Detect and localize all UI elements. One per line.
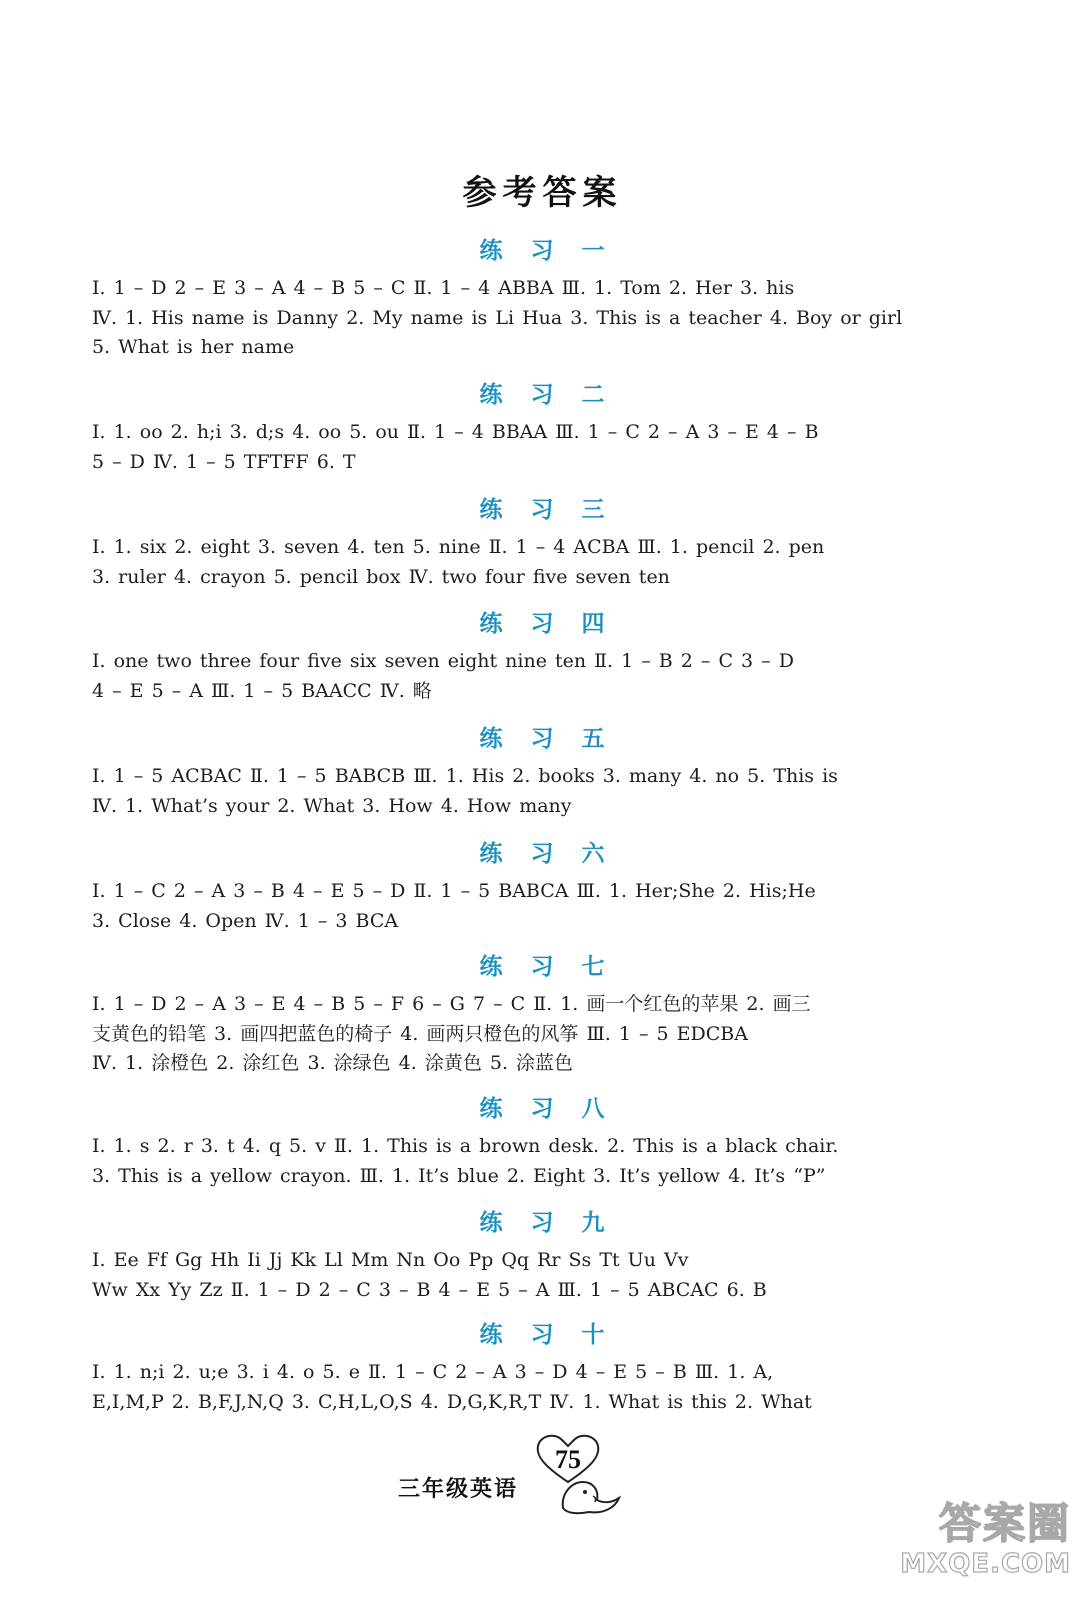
exercise-section-3: [92, 495, 992, 592]
answer-line: 3. This is a yellow crayon. Ⅲ. 1. It’s blue 2. Eight 3. It’s yellow 4. It’s “P”: [92, 1164, 826, 1187]
exercise-section-1: [92, 236, 992, 363]
exercise-section-2: [92, 380, 992, 477]
seal-mascot-icon: [553, 1468, 623, 1518]
watermark: [896, 1500, 1071, 1590]
exercise-section-5: [92, 724, 992, 821]
exercise-section-7: [92, 952, 992, 1079]
section-title: 练习九: [479, 1210, 633, 1236]
section-title: 练习七: [479, 954, 633, 980]
section-title: 练习一: [479, 238, 633, 264]
section-title: 练习六: [479, 841, 633, 867]
answer-line: Ⅰ. 1. s 2. r 3. t 4. q 5. v Ⅱ. 1. This is a brown desk. 2. This is a black chair.: [92, 1135, 839, 1157]
answer-line: Ww Xx Yy Zz Ⅱ. 1 – D 2 – C 3 – B 4 – E 5 – A Ⅲ. 1 – 5 ABCAC 6. B: [92, 1278, 767, 1301]
answer-line: Ⅳ. 1. 涂橙色 2. 涂红色 3. 涂绿色 4. 涂黄色 5. 涂蓝色: [92, 1052, 574, 1074]
page-number: 75: [555, 1445, 581, 1474]
exercise-section-9: [92, 1208, 992, 1305]
section-title: 练习三: [479, 497, 633, 523]
answer-line: E,I,M,P 2. B,F,J,N,Q 3. C,H,L,O,S 4. D,G,K,R,T Ⅳ. 1. What is this 2. What: [92, 1390, 812, 1413]
page-title: 参考答案: [462, 173, 623, 213]
answer-line: Ⅰ. one two three four five six seven eight nine ten Ⅱ. 1 – B 2 – C 3 – D: [92, 650, 794, 672]
exercise-section-10: [92, 1320, 992, 1417]
exercise-section-6: [92, 839, 992, 936]
watermark-url: MXQE.COM: [900, 1549, 1071, 1579]
answer-line: Ⅰ. 1. oo 2. h;i 3. d;s 4. oo 5. ou Ⅱ. 1 – 4 BBAA Ⅲ. 1 – C 2 – A 3 – E 4 – B: [92, 421, 819, 443]
section-title: 练习五: [479, 726, 633, 752]
answer-line: Ⅳ. 1. What’s your 2. What 3. How 4. How many: [92, 794, 572, 817]
answer-line: Ⅰ. 1 – D 2 – A 3 – E 4 – B 5 – F 6 – G 7 – C Ⅱ. 1. 画一个红色的苹果 2. 画三: [92, 993, 811, 1015]
answer-line: Ⅰ. 1. six 2. eight 3. seven 4. ten 5. nine Ⅱ. 1 – 4 ACBA Ⅲ. 1. pencil 2. pen: [92, 536, 825, 558]
exercise-section-4: [92, 609, 992, 706]
answer-line: 3. ruler 4. crayon 5. pencil box Ⅳ. two four five seven ten: [92, 565, 670, 588]
answer-line: 3. Close 4. Open Ⅳ. 1 – 3 BCA: [92, 909, 399, 932]
section-title: 练习十: [479, 1322, 633, 1348]
answer-line: Ⅰ. 1 – 5 ACBAC Ⅱ. 1 – 5 BABCB Ⅲ. 1. His 2. books 3. many 4. no 5. This is: [92, 765, 838, 787]
book-label: 三年级英语: [398, 1477, 519, 1502]
answer-line: Ⅰ. 1 – C 2 – A 3 – B 4 – E 5 – D Ⅱ. 1 – 5 BABCA Ⅲ. 1. Her;She 2. His;He: [92, 880, 816, 902]
exercise-section-8: [92, 1094, 992, 1191]
answer-line: Ⅳ. 1. His name is Danny 2. My name is Li Hua 3. This is a teacher 4. Boy or girl: [92, 306, 903, 329]
section-title: 练习八: [479, 1096, 633, 1122]
answer-line: Ⅰ. 1 – D 2 – E 3 – A 4 – B 5 – C Ⅱ. 1 – 4 ABBA Ⅲ. 1. Tom 2. Her 3. his: [92, 277, 795, 299]
page-footer: [388, 1445, 638, 1580]
answer-line: 5 – D Ⅳ. 1 – 5 TFTFF 6. T: [92, 450, 356, 473]
section-title: 练习四: [479, 611, 633, 637]
section-title: 练习二: [479, 382, 633, 408]
answer-line: 4 – E 5 – A Ⅲ. 1 – 5 BAACC Ⅳ. 略: [92, 679, 432, 702]
answer-line: Ⅰ. Ee Ff Gg Hh Ii Jj Kk Ll Mm Nn Oo Pp Qq Rr Ss Tt Uu Vv: [92, 1249, 689, 1271]
answer-line: Ⅰ. 1. n;i 2. u;e 3. i 4. o 5. e Ⅱ. 1 – C 2 – A 3 – D 4 – E 5 – B Ⅲ. 1. A,: [92, 1361, 774, 1383]
watermark-logo-text: 答案圈: [938, 1499, 1071, 1548]
answer-line: 支黄色的铅笔 3. 画四把蓝色的椅子 4. 画两只橙色的风筝 Ⅲ. 1 – 5 EDCBA: [92, 1022, 748, 1045]
answer-line: 5. What is her name: [92, 336, 295, 358]
